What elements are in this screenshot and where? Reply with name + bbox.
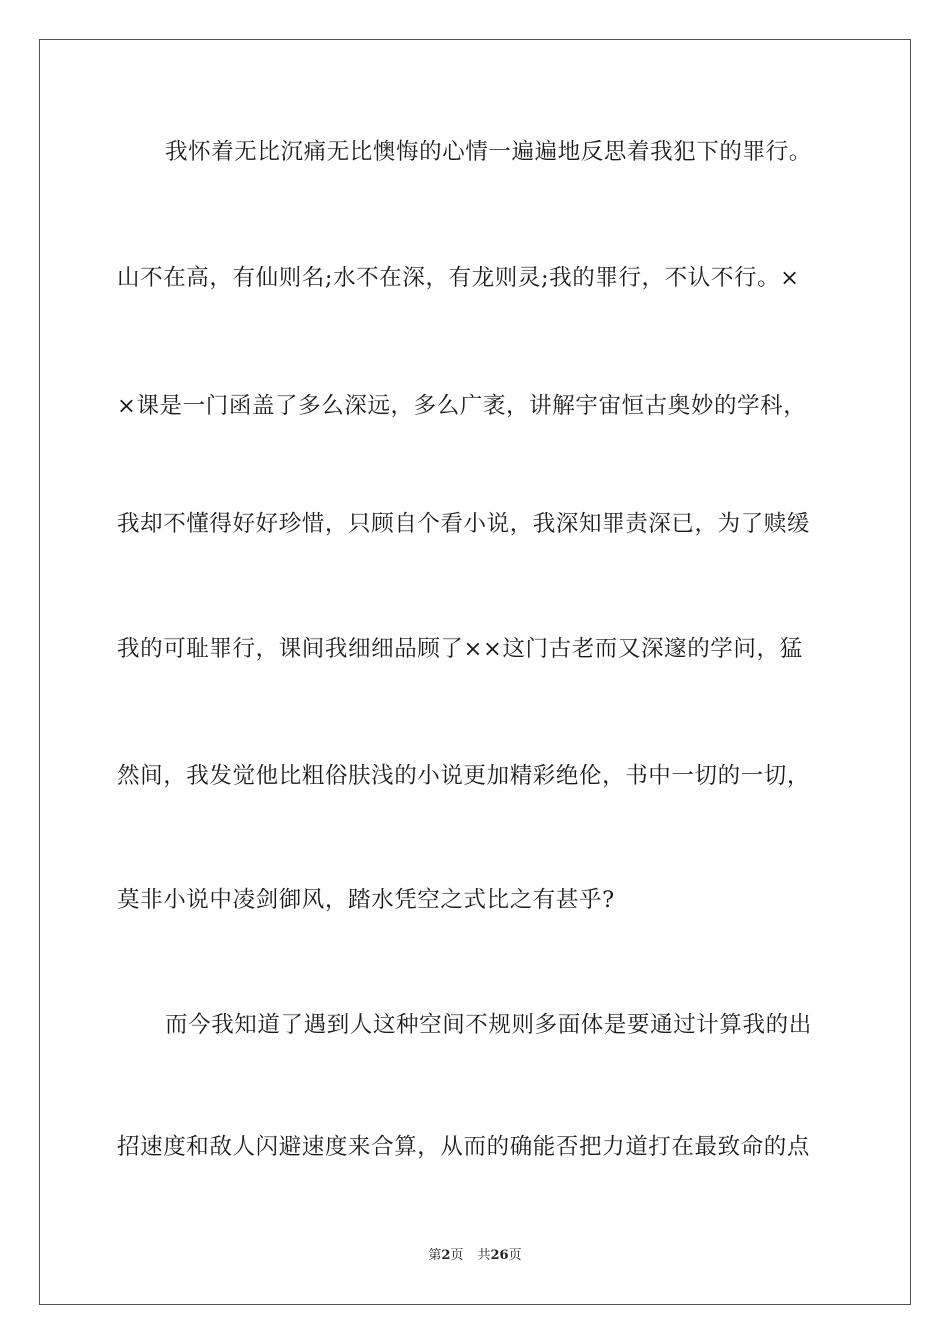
paragraph-line: 我的可耻罪行，课间我细细品顾了××这门古老而又深邃的学问，猛 [117,636,803,662]
paragraph-line: 我怀着无比沉痛无比懊悔的心情一遍遍地反思着我犯下的罪行。 [165,139,812,165]
total-pages: 26 [490,1248,509,1263]
total-prefix: 共 [477,1248,491,1263]
page-suffix: 页 [450,1248,464,1263]
paragraph-line: 招速度和敌人闪避速度来合算，从而的确能否把力道打在最致命的点 [117,1134,811,1160]
page-prefix: 第 [428,1248,442,1263]
total-suffix: 页 [508,1248,522,1263]
page-footer [0,1248,950,1264]
paragraph-line: 而今我知道了遇到人这种空间不规则多面体是要通过计算我的出 [165,1012,812,1038]
page-number: 2 [441,1248,451,1263]
paragraph-line: ×课是一门函盖了多么深远，多么广袤，讲解宇宙恒古奥妙的学科， [117,393,807,419]
paragraph-line: 我却不懂得好好珍惜，只顾自个看小说，我深知罪责深已，为了赎缓 [117,511,811,537]
page-border [39,39,911,1305]
paragraph-line: 然间，我发觉他比粗俗肤浅的小说更加精彩绝伦，书中一切的一切， [117,763,811,789]
paragraph-line: 山不在高，有仙则名;水不在深，有龙则灵;我的罪行，不认不行。× [117,265,800,291]
paragraph-line: 莫非小说中凌剑御风，踏水凭空之式比之有甚乎? [117,887,615,913]
